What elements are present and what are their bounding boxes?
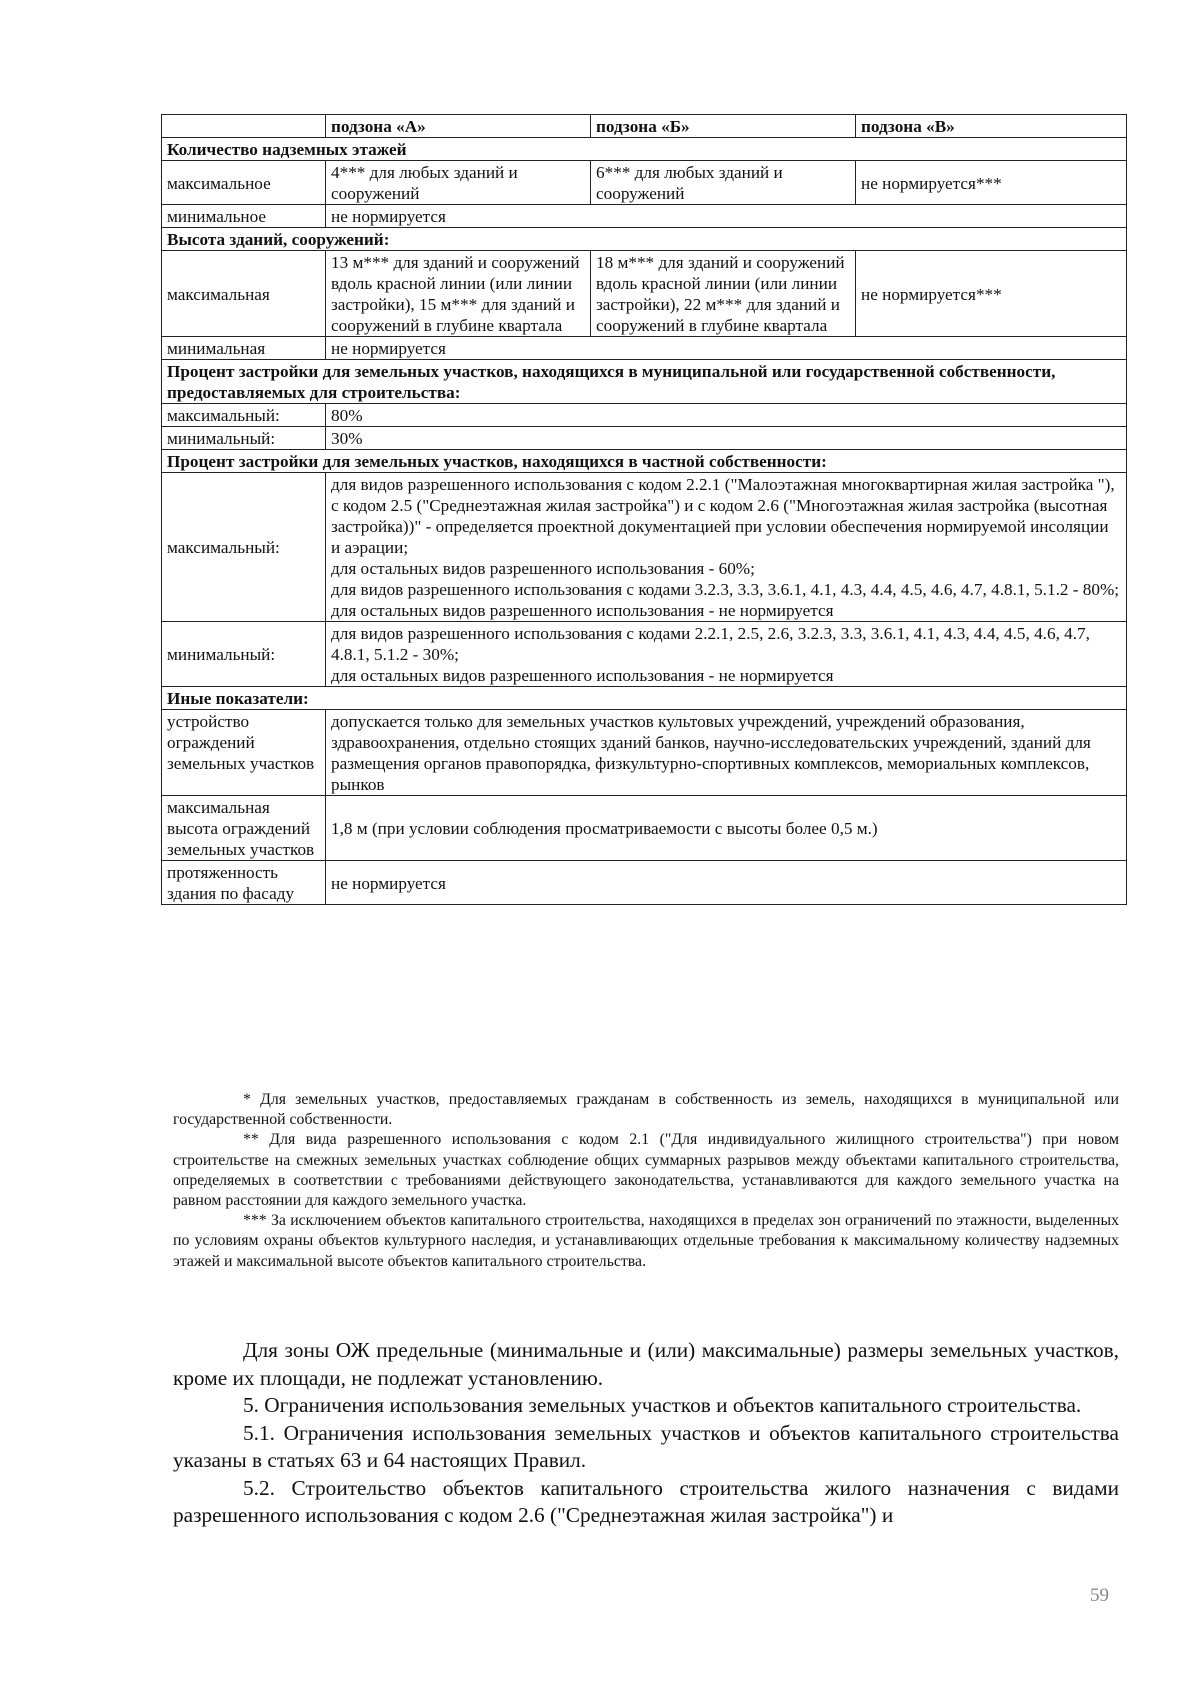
row-label-fence: устройство ограждений земельных участков <box>162 710 326 796</box>
row-label-floors-min: минимальное <box>162 205 326 228</box>
section-title-pct-private: Процент застройки для земельных участков, находящихся в частной собственности: <box>162 450 1127 473</box>
section-title-floors: Количество надземных этажей <box>162 138 1127 161</box>
cell-floors-max-a: 4*** для любых зданий и сооружений <box>326 161 591 205</box>
table-row <box>162 161 1127 205</box>
section-title-pct-public: Процент застройки для земельных участков, находящихся в муниципальной или государственной собственности, предоставляемых для строительства: <box>162 360 1127 404</box>
row-label-pct-private-max: максимальный: <box>162 473 326 622</box>
table-row <box>162 205 1127 228</box>
table-row <box>162 796 1127 861</box>
header-subzone-b: подзона «Б» <box>591 115 856 138</box>
header-subzone-v: подзона «В» <box>856 115 1127 138</box>
table-row <box>162 251 1127 337</box>
section-row-other <box>162 687 1127 710</box>
cell-fence: допускается только для земельных участков культовых учреждений, учреждений образования, здравоохранения, отдельно стоящих зданий банков, научно-исследовательских учреждений, зданий для размещения органов правопорядка, физкультурно-спортивных комплексов, мемориальных комплексов, рынков <box>326 710 1127 796</box>
table-row <box>162 427 1127 450</box>
header-subzone-a: подзона «А» <box>326 115 591 138</box>
table-row <box>162 404 1127 427</box>
footnote-3: *** За исключением объектов капитального строительства, находящихся в пределах зон ограничений по этажности, выделенных по условиям охраны объектов культурного наследия, и устанавливающих отдельные требования к максимальному количеству надземных этажей и максимальной высоте объектов капитального строительства. <box>173 1212 1119 1270</box>
cell-height-max-a: 13 м*** для зданий и сооружений вдоль красной линии (или линии застройки), 15 м*** для зданий и сооружений в глубине квартала <box>326 251 591 337</box>
cell-fence-height: 1,8 м (при условии соблюдения просматриваемости с высоты более 0,5 м.) <box>326 796 1127 861</box>
footnote-2: ** Для вида разрешенного использования с кодом 2.1 ("Для индивидуального жилищного строительства") при новом строительстве на смежных земельных участках соблюдение общих суммарных разрывов между объектами капитального строительства, определяемых в соответствии с требованиями действующего законодательства, устанавливаются для каждого земельного участка на равном расстоянии для каждого земельного участка. <box>173 1131 1119 1210</box>
cell-floors-max-b: 6*** для любых зданий и сооружений <box>591 161 856 205</box>
row-label-pct-public-max: максимальный: <box>162 404 326 427</box>
paragraph-section-5: 5. Ограничения использования земельных участков и объектов капитального строительства. <box>243 1393 1082 1417</box>
section-title-height: Высота зданий, сооружений: <box>162 228 1127 251</box>
row-label-floors-max: максимальное <box>162 161 326 205</box>
row-label-pct-public-min: минимальный: <box>162 427 326 450</box>
paragraph-section-5-2: 5.2. Строительство объектов капитального строительства жилого назначения с видами разрешенного использования с кодом 2.6 ("Среднеэтажная жилая застройка") и <box>173 1475 1119 1527</box>
row-label-pct-private-min: минимальный: <box>162 622 326 687</box>
section-row-floors <box>162 138 1127 161</box>
section-row-pct-private <box>162 450 1127 473</box>
section-title-other: Иные показатели: <box>162 687 1127 710</box>
table-row <box>162 622 1127 687</box>
footnote-1: * Для земельных участков, предоставляемых гражданам в собственность из земель, находящихся в муниципальной или государственной собственности. <box>173 1091 1119 1129</box>
row-label-facade: протяженность здания по фасаду <box>162 861 326 905</box>
page-number: 59 <box>1090 1585 1109 1606</box>
table-row <box>162 710 1127 796</box>
zone-parameters-table <box>161 114 1127 905</box>
row-label-height-max: максимальная <box>162 251 326 337</box>
table-row <box>162 473 1127 622</box>
cell-floors-max-v: не нормируется*** <box>856 161 1127 205</box>
paragraph-section-5-1: 5.1. Ограничения использования земельных участков и объектов капитального строительства указаны в статьях 63 и 64 настоящих Правил. <box>173 1420 1119 1472</box>
cell-pct-public-min: 30% <box>326 427 1127 450</box>
cell-facade: не нормируется <box>326 861 1127 905</box>
cell-floors-min: не нормируется <box>326 205 1127 228</box>
cell-height-max-b: 18 м*** для зданий и сооружений вдоль красной линии (или линии застройки), 22 м*** для зданий и сооружений в глубине квартала <box>591 251 856 337</box>
section-row-height <box>162 228 1127 251</box>
cell-height-max-v: не нормируется*** <box>856 251 1127 337</box>
paragraph-oj-sizes: Для зоны ОЖ предельные (минимальные и (или) максимальные) размеры земельных участков, кроме их площади, не подлежат установлению. <box>173 1338 1119 1390</box>
header-cell-empty <box>162 115 326 138</box>
footnotes <box>173 1090 1119 1272</box>
cell-pct-private-min: для видов разрешенного использования с кодами 2.2.1, 2.5, 2.6, 3.2.3, 3.3, 3.6.1, 4.1, 4.3, 4.4, 4.5, 4.6, 4.7, 4.8.1, 5.1.2 - 30%; для остальных видов разрешенного использования - не нормируется <box>326 622 1127 687</box>
section-row-pct-public <box>162 360 1127 404</box>
cell-pct-private-max: для видов разрешенного использования с кодом 2.2.1 ("Малоэтажная многоквартирная жилая застройка "), с кодом 2.5 ("Среднеэтажная жилая застройка") и с кодом 2.6 ("Многоэтажная жилая застройка (высотная застройка))" - определяется проектной документацией при условии обеспечения нормируемой инсоляции и аэрации; для остальных видов разрешенного использования - 60%; для видов разрешенного использования с кодами 3.2.3, 3.3, 3.6.1, 4.1, 4.3, 4.4, 4.5, 4.6, 4.7, 4.8.1, 5.1.2 - 80%; для остальных видов разрешенного использования - не нормируется <box>326 473 1127 622</box>
table-row <box>162 861 1127 905</box>
body-text <box>173 1337 1119 1530</box>
table-header-row <box>162 115 1127 138</box>
row-label-fence-height: максимальная высота ограждений земельных участков <box>162 796 326 861</box>
row-label-height-min: минимальная <box>162 337 326 360</box>
cell-pct-public-max: 80% <box>326 404 1127 427</box>
cell-height-min: не нормируется <box>326 337 1127 360</box>
table-row <box>162 337 1127 360</box>
